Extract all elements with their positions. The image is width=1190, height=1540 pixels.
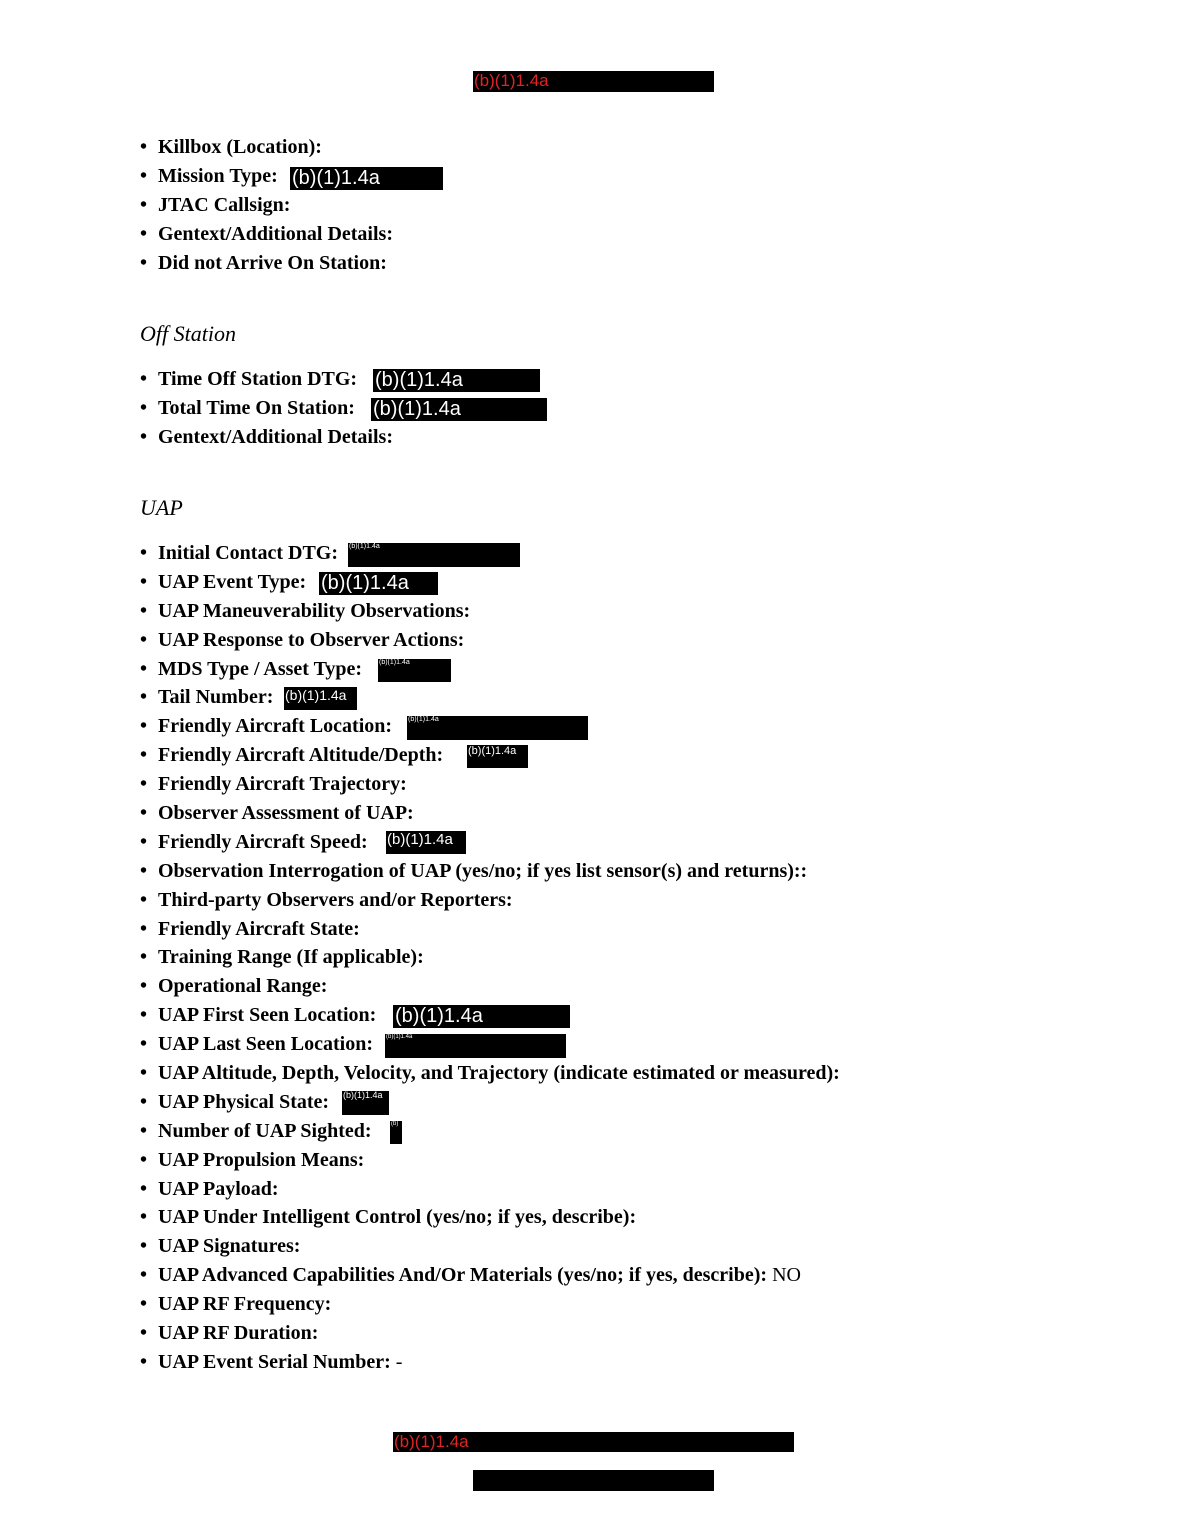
uap-physical-state-label: UAP Physical State: bbox=[158, 1090, 330, 1113]
uap-propulsion-label: UAP Propulsion Means: bbox=[158, 1148, 365, 1171]
header-redaction-label: (b)(1)1.4a bbox=[474, 71, 549, 90]
third-party-observers-label: Third-party Observers and/or Reporters: bbox=[158, 888, 513, 911]
list-item: • Total Time On Station: bbox=[140, 396, 355, 419]
uap-last-seen-label: UAP Last Seen Location: bbox=[158, 1033, 373, 1056]
list-item: • UAP RF Duration: bbox=[140, 1322, 319, 1345]
jtac-callsign-label: JTAC Callsign: bbox=[158, 193, 291, 216]
friendly-aircraft-trajectory-label: Friendly Aircraft Trajectory: bbox=[158, 773, 407, 796]
list-item: • UAP Response to Observer Actions: bbox=[140, 628, 465, 651]
off-station-list bbox=[140, 365, 393, 452]
list-item: • UAP RF Frequency: bbox=[140, 1293, 332, 1316]
list-item: • Training Range (If applicable): bbox=[140, 946, 424, 969]
friendly-aircraft-altitude-redaction: (b)(1)1.4a bbox=[467, 745, 528, 768]
killbox-label: Killbox (Location): bbox=[158, 136, 322, 158]
list-item: • Did not Arrive On Station: bbox=[140, 251, 387, 274]
header-redaction-bar bbox=[473, 71, 714, 92]
tail-number-label: Tail Number: bbox=[158, 686, 274, 709]
total-time-on-station-redaction: (b)(1)1.4a bbox=[371, 398, 547, 421]
list-item: • UAP Propulsion Means: bbox=[140, 1148, 365, 1171]
time-off-station-label: Time Off Station DTG: bbox=[158, 368, 358, 390]
list-item: • UAP First Seen Location: bbox=[140, 1004, 377, 1027]
training-range-label: Training Range (If applicable): bbox=[158, 946, 424, 969]
initial-contact-dtg-label: Initial Contact DTG: bbox=[158, 542, 338, 564]
mds-type-label: MDS Type / Asset Type: bbox=[158, 657, 363, 680]
uap-first-seen-label: UAP First Seen Location: bbox=[158, 1004, 377, 1027]
did-not-arrive-label: Did not Arrive On Station: bbox=[158, 251, 387, 274]
number-of-uap-redaction: (b) bbox=[390, 1121, 402, 1144]
uap-altitude-depth-label: UAP Altitude, Depth, Velocity, and Trajectory (indicate estimated or measured): bbox=[158, 1062, 840, 1085]
list-item: • Observation Interrogation of UAP (yes/no; if yes list sensor(s) and returns):: bbox=[140, 859, 808, 882]
list-item: • Friendly Aircraft Trajectory: bbox=[140, 773, 407, 796]
list-item: • UAP Maneuverability Observations: bbox=[140, 599, 471, 622]
list-item: • Operational Range: bbox=[140, 975, 328, 998]
list-item: • Gentext/Additional Details: bbox=[140, 425, 393, 448]
list-item: • Third-party Observers and/or Reporters: bbox=[140, 888, 513, 911]
uap-maneuverability-label: UAP Maneuverability Observations: bbox=[158, 599, 471, 622]
list-item: • Killbox (Location): bbox=[140, 136, 322, 158]
time-off-station-redaction: (b)(1)1.4a bbox=[373, 369, 540, 392]
uap-physical-state-redaction: (b)(1)1.4a bbox=[342, 1091, 389, 1115]
list-item: • Gentext/Additional Details: bbox=[140, 222, 393, 245]
list-item: • UAP Physical State: bbox=[140, 1090, 330, 1113]
observer-assessment-label: Observer Assessment of UAP: bbox=[158, 802, 414, 825]
gentext-label: Gentext/Additional Details: bbox=[158, 425, 393, 448]
uap-event-type-label: UAP Event Type: bbox=[158, 570, 307, 593]
list-item: • UAP Advanced Capabilities And/Or Materials (yes/no; if yes, describe): NO bbox=[140, 1264, 801, 1287]
list-item: • Mission Type: bbox=[140, 164, 278, 187]
uap-signatures-label: UAP Signatures: bbox=[158, 1235, 301, 1258]
uap-event-type-redaction: (b)(1)1.4a bbox=[319, 572, 438, 595]
uap-heading: UAP bbox=[140, 495, 183, 520]
list-item: • Observer Assessment of UAP: bbox=[140, 802, 414, 825]
uap-payload-label: UAP Payload: bbox=[158, 1177, 279, 1200]
uap-advanced-capabilities-value: NO bbox=[772, 1264, 801, 1287]
list-item: • UAP Under Intelligent Control (yes/no; if yes, describe): bbox=[140, 1206, 637, 1229]
friendly-aircraft-altitude-label: Friendly Aircraft Altitude/Depth: bbox=[158, 744, 444, 767]
footer-redaction-bar: (b)(1)1.4a bbox=[393, 1432, 794, 1452]
friendly-aircraft-location-label: Friendly Aircraft Location: bbox=[158, 715, 393, 738]
gentext-label: Gentext/Additional Details: bbox=[158, 222, 393, 245]
total-time-on-station-label: Total Time On Station: bbox=[158, 396, 355, 419]
friendly-aircraft-location-redaction: (b)(1)1.4a bbox=[407, 716, 588, 740]
off-station-heading: Off Station bbox=[140, 321, 236, 346]
mission-type-label: Mission Type: bbox=[158, 164, 278, 187]
uap-intelligent-control-label: UAP Under Intelligent Control (yes/no; if yes, describe): bbox=[158, 1206, 637, 1229]
footer-redaction-bar-lower bbox=[473, 1470, 714, 1491]
mission-type-redaction: (b)(1)1.4a bbox=[290, 167, 443, 190]
uap-event-serial-value: - bbox=[395, 1350, 403, 1373]
uap-list bbox=[140, 539, 840, 1377]
list-item: • Time Off Station DTG: bbox=[140, 368, 358, 390]
friendly-aircraft-speed-label: Friendly Aircraft Speed: bbox=[158, 830, 368, 853]
list-item: • UAP Altitude, Depth, Velocity, and Trajectory (indicate estimated or measured): bbox=[140, 1062, 840, 1085]
mds-type-redaction: (b)(1)1.4a bbox=[378, 659, 451, 682]
uap-rf-duration-label: UAP RF Duration: bbox=[158, 1322, 319, 1345]
uap-first-seen-redaction: (b)(1)1.4a bbox=[393, 1005, 570, 1028]
operational-range-label: Operational Range: bbox=[158, 975, 328, 998]
uap-rf-frequency-label: UAP RF Frequency: bbox=[158, 1293, 332, 1316]
list-item: • Friendly Aircraft State: bbox=[140, 917, 360, 940]
uap-event-serial-label: UAP Event Serial Number: bbox=[158, 1350, 391, 1373]
tail-number-redaction: (b)(1)1.4a bbox=[284, 687, 357, 710]
number-of-uap-label: Number of UAP Sighted: bbox=[158, 1119, 372, 1142]
list-item: • Friendly Aircraft Speed: bbox=[140, 830, 368, 853]
list-item: • Initial Contact DTG: bbox=[140, 542, 338, 564]
list-item: • JTAC Callsign: bbox=[140, 193, 291, 216]
list-item: • UAP Signatures: bbox=[140, 1235, 301, 1258]
list-item: • Friendly Aircraft Altitude/Depth: bbox=[140, 744, 444, 767]
list-item: • Tail Number: bbox=[140, 686, 274, 709]
list-item: • MDS Type / Asset Type: bbox=[140, 657, 363, 680]
list-item: • Number of UAP Sighted: bbox=[140, 1119, 372, 1142]
initial-contact-dtg-redaction: (b)(1)1.4a bbox=[348, 543, 520, 567]
list-item: • UAP Payload: bbox=[140, 1177, 279, 1200]
list-item: • UAP Event Serial Number: - bbox=[140, 1350, 403, 1373]
uap-last-seen-redaction: (b)(1)1.4a bbox=[385, 1034, 566, 1058]
uap-response-label: UAP Response to Observer Actions: bbox=[158, 628, 465, 651]
list-item: • UAP Last Seen Location: bbox=[140, 1033, 373, 1056]
uap-advanced-capabilities-label: UAP Advanced Capabilities And/Or Materials (yes/no; if yes, describe): bbox=[158, 1264, 768, 1287]
list-item: • UAP Event Type: bbox=[140, 570, 307, 593]
friendly-aircraft-state-label: Friendly Aircraft State: bbox=[158, 917, 360, 940]
list-item: • Friendly Aircraft Location: bbox=[140, 715, 393, 738]
mission-details-list bbox=[140, 133, 393, 277]
friendly-aircraft-speed-redaction: (b)(1)1.4a bbox=[386, 831, 466, 854]
observation-interrogation-label: Observation Interrogation of UAP (yes/no; if yes list sensor(s) and returns):: bbox=[158, 859, 808, 882]
